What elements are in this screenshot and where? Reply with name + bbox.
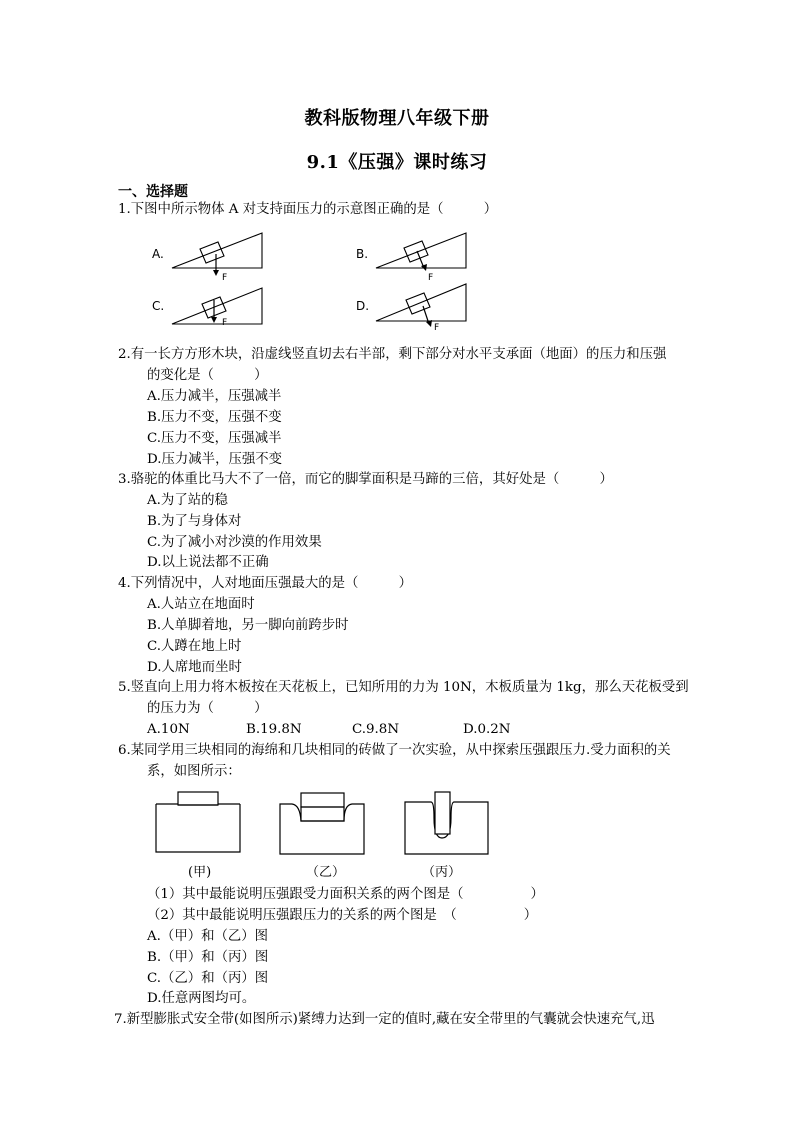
q3-option-d: D.以上说法都不正确	[147, 555, 269, 570]
q5-option-c: C.9.8N	[352, 722, 400, 737]
force-label-a: F	[222, 273, 228, 283]
brick-jia	[178, 792, 218, 805]
question-5-cont: 的压力为（ ）	[147, 701, 268, 716]
q3-option-c: C.为了减小对沙漠的作用效果	[147, 535, 322, 550]
incline-b	[376, 233, 466, 268]
q3-option-b: B.为了与身体对	[147, 514, 242, 529]
section-heading: 一、选择题	[118, 184, 188, 200]
q2-option-d: D.压力减半，压强不变	[147, 452, 283, 467]
incline-d	[376, 284, 466, 321]
q1-label-a: A.	[152, 247, 164, 261]
arrow-icon-c	[211, 317, 217, 323]
question-3: 3.骆驼的体重比马大不了一倍，而它的脚掌面积是马蹄的三倍，其好处是（ ）	[118, 472, 613, 487]
sponge-yi	[280, 804, 364, 854]
force-label-d: F	[434, 323, 440, 333]
document-subtitle: 9.1《压强》课时练习	[306, 152, 488, 173]
q1-label-c: C.	[152, 299, 165, 313]
q4-option-c: C.人蹲在地上时	[147, 639, 242, 654]
q4-option-b: B.人单脚着地，另一脚向前跨步时	[147, 618, 349, 633]
brick-yi-bottom	[301, 807, 344, 821]
q5-option-a: A.10N	[147, 722, 190, 737]
question-1: 1.下图中所示物体 A 对支持面压力的示意图正确的是（ ）	[118, 202, 498, 217]
brick-yi-top	[301, 793, 344, 807]
caption-jia: (甲)	[188, 865, 212, 880]
block-b	[404, 241, 428, 262]
q4-option-a: A.人站立在地面时	[147, 597, 255, 612]
q6-subquestion-2: （2）其中最能说明压强跟压力的关系的两个图是 （ ）	[147, 908, 538, 923]
q6-option-c: C.（乙）和（丙）图	[147, 971, 269, 986]
q5-option-b: B.19.8N	[246, 722, 302, 737]
q3-option-a: A.为了站的稳	[147, 493, 228, 508]
q6-option-d: D.任意两图均可。	[147, 991, 256, 1006]
q1-label-b: B.	[356, 247, 369, 261]
question-5: 5.竖直向上用力将木板按在天花板上，已知所用的力为 10N，木板质量为 1kg，那么天花板受到	[118, 680, 689, 695]
q6-subquestion-1: （1）其中最能说明压强跟受力面积关系的两个图是（ ）	[147, 887, 544, 902]
q1-label-d: D.	[356, 299, 370, 313]
incline-a	[172, 233, 262, 268]
brick-bing	[435, 792, 450, 834]
question-7: 7.新型膨胀式安全带(如图所示)紧缚力达到一定的值时,藏在安全带里的气囊就会快速充气,迅	[114, 1012, 655, 1027]
force-label-c: F	[222, 318, 228, 328]
q6-figure	[150, 788, 495, 858]
question-6-cont: 系，如图所示：	[147, 764, 241, 779]
arrow-icon-a	[213, 270, 219, 276]
q2-option-a: A.压力减半，压强减半	[147, 389, 282, 404]
q5-option-d: D.0.2N	[463, 722, 511, 737]
q6-option-b: B.（甲）和（丙）图	[147, 950, 269, 965]
q4-option-d: D.人席地而坐时	[147, 660, 242, 675]
document-title: 教科版物理八年级下册	[304, 108, 490, 129]
incline-c	[172, 288, 262, 324]
question-6: 6.某同学用三块相同的海绵和几块相同的砖做了一次实验，从中探索压强跟压力.受力面积的关	[118, 743, 671, 758]
q6-option-a: A.（甲）和（乙）图	[147, 929, 269, 944]
sponge-jia	[156, 804, 240, 852]
question-2: 2.有一长方方形木块，沿虚线竖直切去右半部，剩下部分对水平支承面（地面）的压力和压强	[118, 347, 667, 362]
force-label-b: F	[428, 273, 434, 283]
q2-option-b: B.压力不变，压强不变	[147, 410, 282, 425]
caption-yi: （乙）	[306, 865, 346, 880]
q2-option-c: C.压力不变，压强减半	[147, 431, 282, 446]
question-4: 4.下列情况中，人对地面压强最大的是（ ）	[118, 576, 412, 591]
question-2-cont: 的变化是（ ）	[147, 368, 268, 383]
q1-figure	[140, 226, 480, 338]
caption-bing: （丙）	[422, 865, 462, 880]
